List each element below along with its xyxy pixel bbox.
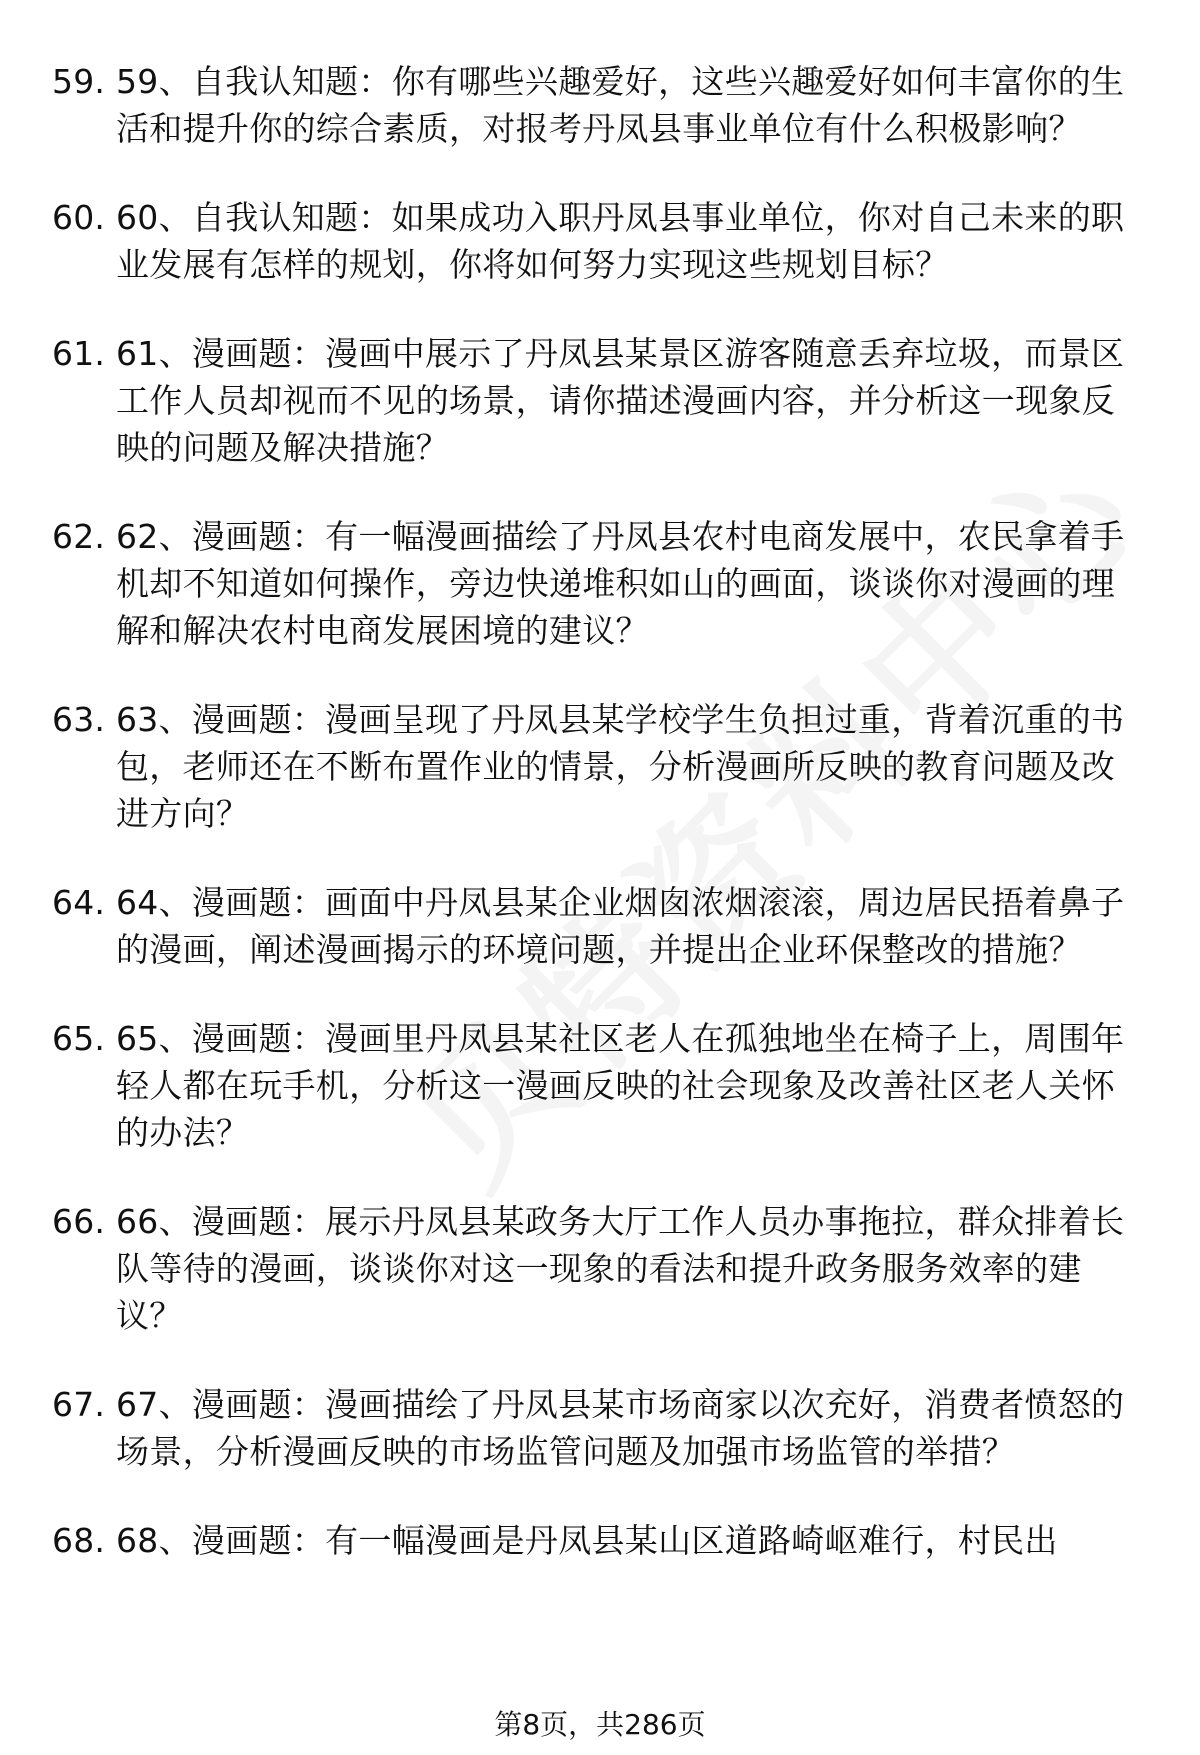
question-text: 63、漫画题：漫画呈现了丹凤县某学校学生负担过重，背着沉重的书包，老师还在不断布置作业的情景，分析漫画所反映的教育问题及改进方向？ — [116, 700, 1125, 833]
question-text: 62、漫画题：有一幅漫画描绘了丹凤县农村电商发展中，农民拿着手机却不知道如何操作，旁边快递堆积如山的画面，谈谈你对漫画的理解和解决农村电商发展困境的建议？ — [116, 517, 1125, 650]
question-text: 60、自我认知题：如果成功入职丹凤县事业单位，你对自己未来的职业发展有怎样的规划，你将如何努力实现这些规划目标？ — [116, 198, 1125, 284]
question-item — [52, 58, 1152, 152]
question-number: 62. — [52, 517, 106, 556]
question-number: 60. — [52, 198, 106, 237]
question-number: 68. — [52, 1521, 106, 1560]
question-item — [52, 194, 1152, 288]
question-item — [52, 696, 1152, 837]
question-text: 66、漫画题：展示丹凤县某政务大厅工作人员办事拖拉，群众排着长队等待的漫画，谈谈你对这一现象的看法和提升政务服务效率的建议？ — [116, 1202, 1125, 1335]
question-text: 61、漫画题：漫画中展示了丹凤县某景区游客随意丢弃垃圾，而景区工作人员却视而不见的场景，请你描述漫画内容，并分析这一现象反映的问题及解决措施？ — [116, 334, 1125, 467]
page-footer: 第8页，共286页 — [494, 1708, 706, 1741]
question-text: 65、漫画题：漫画里丹凤县某社区老人在孤独地坐在椅子上，周围年轻人都在玩手机，分析这一漫画反映的社会现象及改善社区老人关怀的办法？ — [116, 1019, 1125, 1152]
question-number: 67. — [52, 1385, 106, 1424]
question-text: 64、漫画题：画面中丹凤县某企业烟囱浓烟滚滚，周边居民捂着鼻子的漫画，阐述漫画揭示的环境问题，并提出企业环保整改的措施？ — [116, 883, 1125, 969]
question-item — [52, 1198, 1152, 1339]
question-number: 65. — [52, 1019, 106, 1058]
question-item — [52, 879, 1152, 973]
question-list — [52, 58, 1152, 1606]
question-text: 67、漫画题：漫画描绘了丹凤县某市场商家以次充好，消费者愤怒的场景，分析漫画反映的市场监管问题及加强市场监管的举措？ — [116, 1385, 1125, 1471]
question-item — [52, 1381, 1152, 1475]
question-text: 59、自我认知题：你有哪些兴趣爱好，这些兴趣爱好如何丰富你的生活和提升你的综合素质，对报考丹凤县事业单位有什么积极影响？ — [116, 62, 1125, 148]
question-item — [52, 1517, 1152, 1564]
question-item — [52, 513, 1152, 654]
question-number: 59. — [52, 62, 106, 101]
question-item — [52, 330, 1152, 471]
question-number: 61. — [52, 334, 106, 373]
question-number: 66. — [52, 1202, 106, 1241]
question-text: 68、漫画题：有一幅漫画是丹凤县某山区道路崎岖难行，村民出 — [116, 1521, 1058, 1560]
question-number: 64. — [52, 883, 106, 922]
question-number: 63. — [52, 700, 106, 739]
question-item — [52, 1015, 1152, 1156]
